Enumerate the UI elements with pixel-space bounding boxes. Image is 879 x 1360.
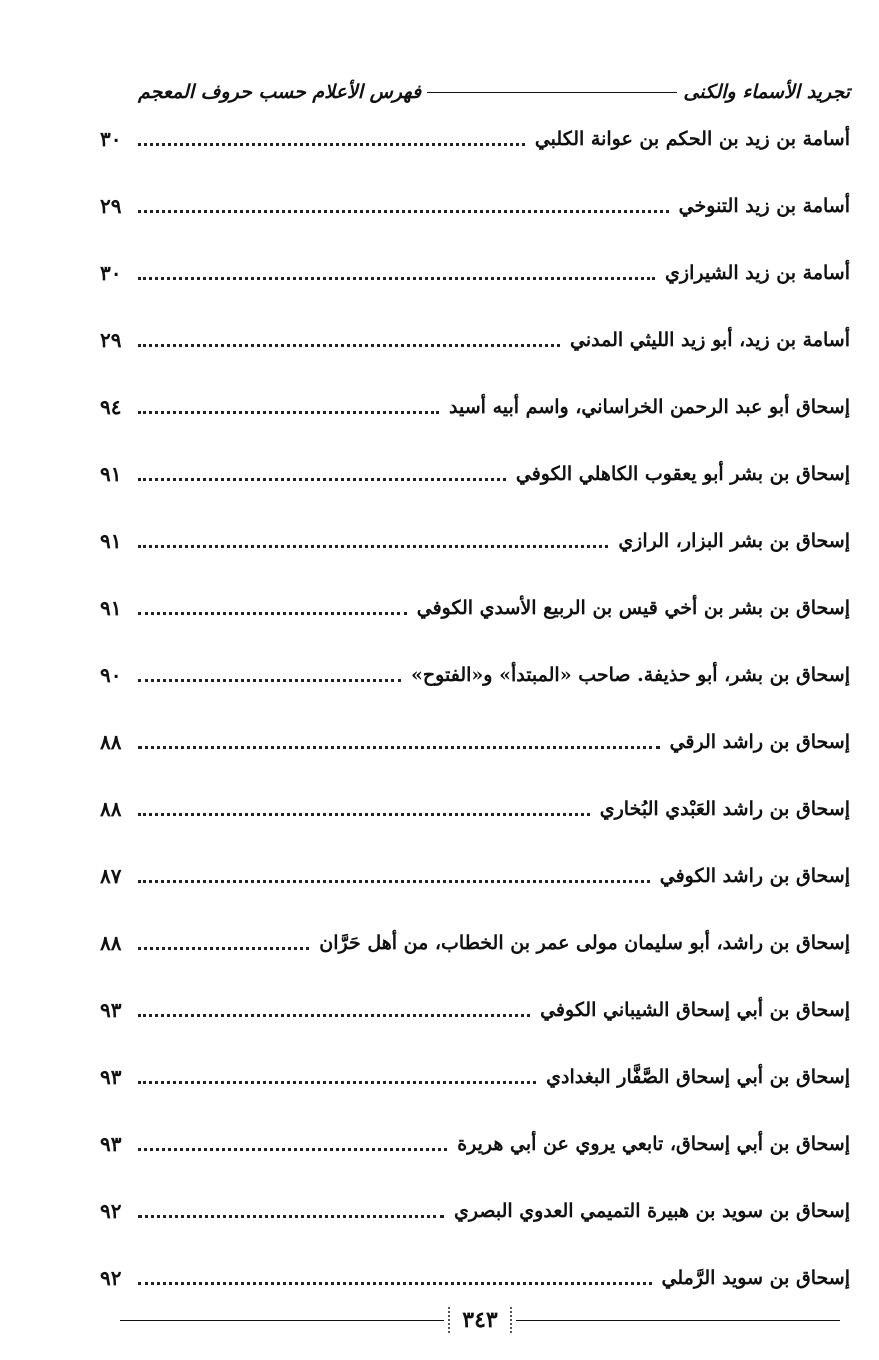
index-entry [100,373,850,440]
dot-leader [138,746,660,749]
index-entry [100,574,850,641]
entry-page: ٣٠ [100,126,122,151]
entry-name: أسامة بن زيد، أبو زيد الليثي المدني [570,328,850,351]
entry-name: أسامة بن زيد الشيرازي [665,261,850,284]
index-entry [100,306,850,373]
dot-leader [138,1282,652,1285]
entry-name: إسحاق بن بشر بن أخي قيس بن الربيع الأسدي الكوفي [416,596,850,619]
dot-leader [138,813,590,816]
entry-name: إسحاق بن راشد الكوفي [659,864,850,887]
index-entry [100,775,850,842]
entry-page: ٩٢ [100,1265,122,1290]
index-title: فهرس الأعلام حسب حروف المعجم [138,81,422,103]
entry-page: ٢٩ [100,327,122,352]
entry-name: إسحاق بن أبي إسحاق الصَّفَّار البغدادي [546,1065,850,1088]
entry-name: إسحاق بن راشد، أبو سليمان مولى عمر بن الخطاب، من أهل حَرَّان [319,931,850,954]
index-entry [100,1110,850,1177]
index-entry [100,507,850,574]
dot-leader [138,344,560,347]
dot-leader [138,679,401,682]
entry-name: إسحاق بن أبي إسحاق، تابعي يروي عن أبي هريرة [457,1132,850,1155]
index-entry [100,909,850,976]
page-number: ٣٤٣ [448,1307,511,1333]
entry-page: ٩٠ [100,662,122,687]
entry-page: ٨٨ [100,729,122,754]
entry-page: ٨٧ [100,863,122,888]
entry-name: إسحاق بن سويد الرَّملي [661,1266,850,1289]
index-entry [100,976,850,1043]
entry-page: ٩٣ [100,1131,122,1156]
header-rule [427,92,677,93]
entry-page: ٩١ [100,528,122,553]
dot-leader [138,1148,447,1151]
dot-leader [138,1081,536,1084]
footer-rule-left [120,1320,444,1321]
dot-leader [138,411,439,414]
entry-page: ٣٠ [100,260,122,285]
entry-name: إسحاق بن بشر البزار، الرازي [618,529,850,552]
entry-page: ٩٤ [100,394,122,419]
entry-page: ٨٨ [100,796,122,821]
index-entry [100,1177,850,1244]
entry-page: ٩١ [100,461,122,486]
index-entry [100,1043,850,1110]
entry-name: إسحاق بن راشد الرقي [669,730,850,753]
entry-name: إسحاق بن أبي إسحاق الشيباني الكوفي [540,998,850,1021]
dot-leader [138,1215,444,1218]
entry-name: إسحاق بن بشر أبو يعقوب الكاهلي الكوفي [515,462,850,485]
book-title: تجريد الأسماء والكنى [683,81,850,103]
index-entry [100,239,850,306]
entry-name: إسحاق أبو عبد الرحمن الخراساني، واسم أبيه أسيد [449,395,850,418]
index-entry [100,172,850,239]
dot-leader [138,1014,530,1017]
entry-page: ٩٢ [100,1198,122,1223]
dot-leader [138,880,650,883]
dot-leader [138,143,525,146]
page-footer [120,1300,840,1340]
entry-name: أسامة بن زيد بن الحكم بن عوانة الكلبي [534,127,850,150]
index-entry [100,440,850,507]
entry-page: ٩١ [100,595,122,620]
entry-name: إسحاق بن راشد العَبْدي البُخاري [599,797,850,820]
dot-leader [138,947,309,950]
entry-name: أسامة بن زيد التنوخي [678,194,850,217]
index-entry [100,105,850,172]
entry-page: ٩٣ [100,997,122,1022]
footer-rule-right [516,1320,840,1321]
index-entry [100,842,850,909]
index-entries [100,105,850,1311]
dot-leader [138,545,608,548]
dot-leader [138,277,655,280]
dot-leader [138,210,669,213]
entry-name: إسحاق بن بشر، أبو حذيفة. صاحب «المبتدأ» و«الفتوح» [411,663,850,686]
index-entry [100,641,850,708]
entry-name: إسحاق بن سويد بن هبيرة التميمي العدوي البصري [454,1199,850,1222]
index-entry [100,708,850,775]
entry-page: ٢٩ [100,193,122,218]
entry-page: ٨٨ [100,930,122,955]
dot-leader [138,478,506,481]
entry-page: ٩٣ [100,1064,122,1089]
dot-leader [138,612,407,615]
